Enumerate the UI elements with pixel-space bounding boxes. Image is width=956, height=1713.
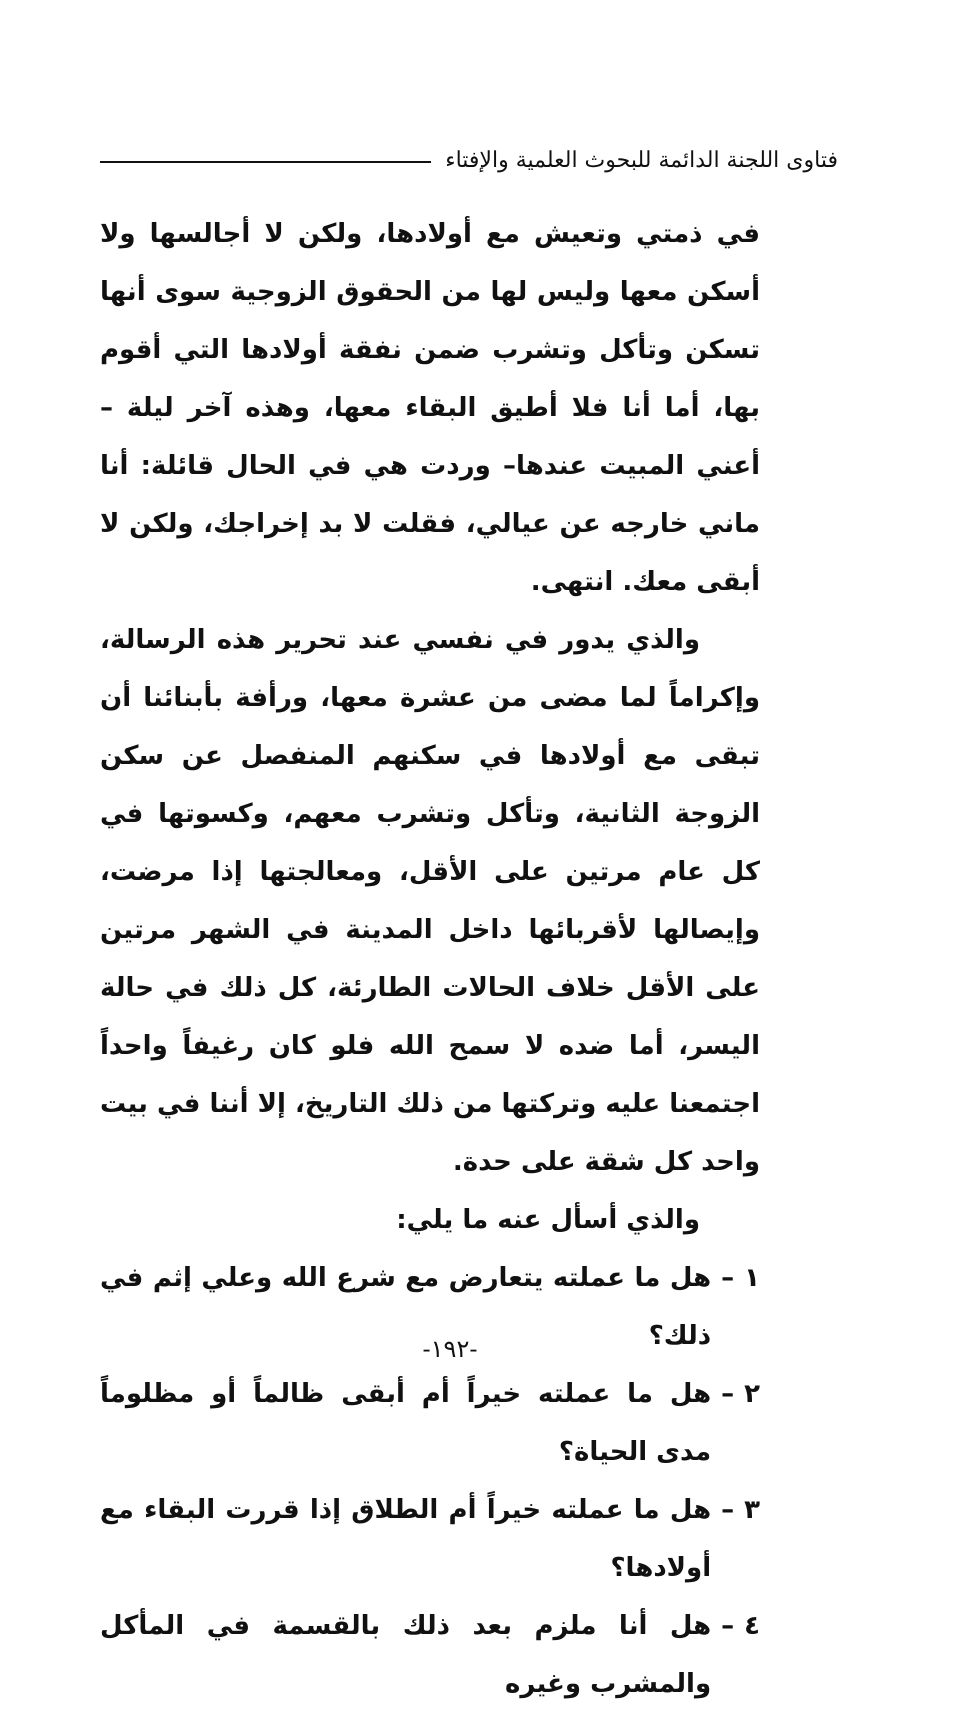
question-text: هل ما عملته خيراً أم أبقى ظالماً أو مظلوماً مدى الحياة؟ [100,1379,712,1467]
header-title: فتاوى اللجنة الدائمة للبحوث العلمية والإفتاء [445,147,838,173]
paragraph-2: والذي يدور في نفسي عند تحرير هذه الرسالة، وإكراماً لما مضى من عشرة معها، ورأفة بأبنائنا أن تبقى مع أولادها في سكنهم المنفصل عن سكن الزوجة الثانية، وتأكل وتشرب معهم، وكسوتها في كل عام مرتين على الأقل، ومعالجتها إذا مرضت، وإيصالها لأقربائها داخل المدينة في الشهر مرتين على الأقل خلاف الحالات الطارئة، كل ذلك في حالة اليسر، أما ضده لا سمح الله فلو كان رغيفاً واحداً اجتمعنا عليه وتركتها من ذلك التاريخ، إلا أننا في بيت واحد كل شقة على حدة. [100,625,760,1177]
question-dash: – [721,1611,735,1641]
question-text: هل ما عملته خيراً أم الطلاق إذا قررت البقاء مع أولادها؟ [100,1495,712,1583]
questions-list [100,1249,760,1713]
question-item [100,1597,760,1713]
page-body [100,205,760,1713]
header-rule [100,161,431,163]
question-text: هل ما عملته يتعارض مع شرع الله وعلي إثم في ذلك؟ [100,1263,712,1351]
question-text: هل أنا ملزم بعد ذلك بالقسمة في المأكل والمشرب وغيره [100,1611,712,1699]
question-item [100,1365,760,1481]
question-number: ١ [744,1263,760,1293]
question-dash: – [721,1379,735,1409]
question-number: ٤ [744,1611,760,1641]
question-dash: – [721,1495,735,1525]
questions-intro: والذي أسأل عنه ما يلي: [396,1205,700,1235]
question-item [100,1481,760,1597]
running-header [100,140,838,180]
question-number: ٢ [744,1379,760,1409]
paragraph-1: في ذمتي وتعيش مع أولادها، ولكن لا أجالسها ولا أسكن معها وليس لها من الحقوق الزوجية سوى أنها تسكن وتأكل وتشرب ضمن نفقة أولادها التي أقوم بها، أما أنا فلا أطيق البقاء معها، وهذه آخر ليلة –أعني المبيت عندها– وردت هي في الحال قائلة: أنا ماني خارجه عن عيالي، فقلت لا بد إخراجك، ولكن لا أبقى معك. انتهى. [100,219,760,597]
question-number: ٣ [744,1495,760,1525]
question-dash: – [721,1263,735,1293]
page-number: -١٩٢- [422,1335,478,1363]
